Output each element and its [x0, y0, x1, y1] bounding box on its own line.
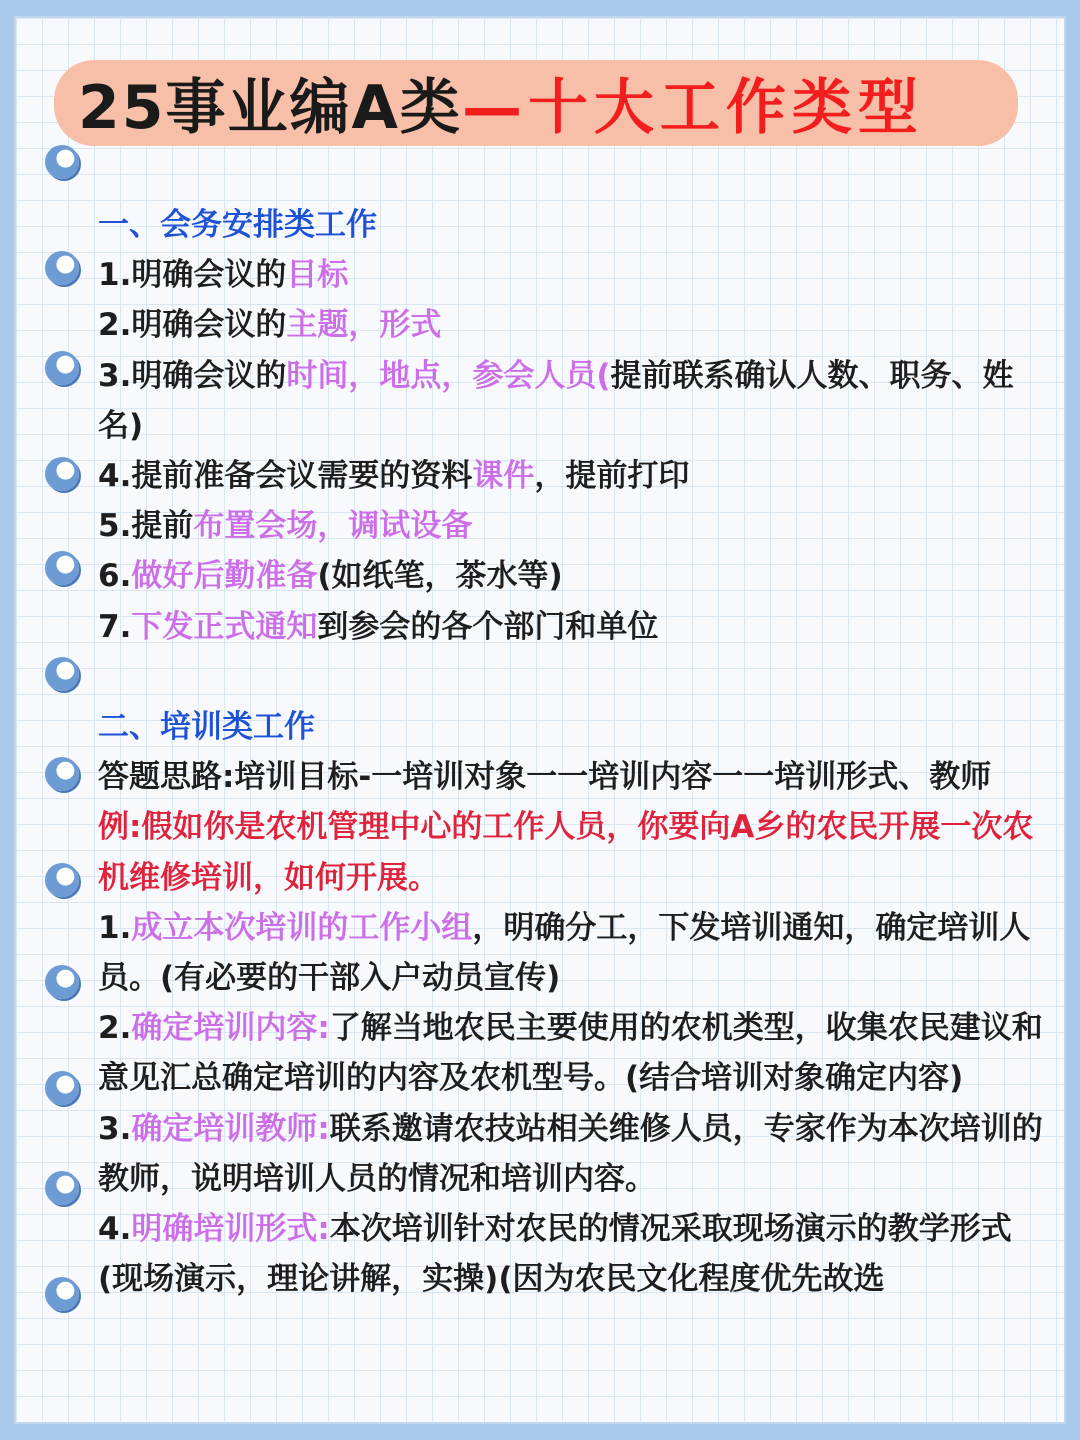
list-item	[98, 903, 1048, 1003]
note-page	[16, 18, 1064, 1422]
item-text: 3.明确会议的	[98, 357, 287, 394]
title-main: 25事业编A类	[78, 73, 462, 143]
item-text: ，明确分工，下发培训通知，确定培训人员。(有必要的干部入户动员宣传)	[98, 909, 1031, 997]
note-content	[98, 200, 1048, 1304]
list-item	[98, 1003, 1048, 1103]
item-text: 7.	[98, 608, 132, 645]
item-text: (如纸笔，茶水等)	[317, 558, 563, 595]
item-highlight: 确定培训教师:	[131, 1110, 330, 1147]
ring-binder-icon	[45, 551, 79, 585]
ring-binder-icon	[45, 351, 79, 385]
list-item	[98, 351, 1048, 451]
item-text: 2.明确会议的	[98, 307, 287, 344]
ring-binder-icon	[45, 1277, 79, 1311]
ring-binder-icon	[45, 965, 79, 999]
ring-binder-icon	[45, 657, 79, 691]
title-banner	[54, 60, 1018, 146]
item-text: 联系邀请农技站相关维修人员，专家作为本次培训的教师，说明培训人员的情况和培训内容。	[98, 1110, 1043, 1197]
item-highlight: 成立本次培训的工作小组	[131, 909, 473, 946]
item-text: 了解当地农民主要使用的农机类型，收集农民建议和意见汇总确定培训的内容及农机型号。(结合培训对象确定内容)	[98, 1010, 1043, 1097]
list-item	[98, 602, 1048, 652]
section-gap	[98, 652, 1048, 702]
list-item	[98, 551, 1048, 601]
example-text: 例:假如你是农机管理中心的工作人员，你要向A乡的农民开展一次农机维修培训，如何开展。	[98, 809, 1034, 896]
item-highlight: 布置会场，调试设备	[193, 508, 473, 545]
item-text: 提前联系确认人数、职务、姓名)	[98, 357, 1014, 444]
section1-heading: 一、会务安排类工作	[98, 207, 377, 243]
item-text: 1.明确会议的	[98, 257, 287, 294]
item-highlight: 目标	[286, 257, 349, 294]
item-text: 5.提前	[98, 508, 194, 545]
ring-binder-icon	[45, 1171, 79, 1205]
item-highlight: 确定培训内容:	[131, 1010, 330, 1047]
list-item	[98, 1104, 1048, 1204]
item-text: 1.	[98, 909, 132, 946]
item-text: ，提前打印	[534, 458, 690, 495]
item-text: 2.	[98, 1010, 132, 1047]
list-item	[98, 501, 1048, 551]
ring-binder-icon	[45, 1071, 79, 1105]
ring-binder-icon	[45, 863, 79, 897]
ring-binder-icon	[45, 145, 79, 179]
item-text: 4.提前准备会议需要的资料	[98, 458, 473, 495]
list-item	[98, 300, 1048, 350]
ring-binder-icon	[45, 757, 79, 791]
ring-binder-icon	[45, 457, 79, 491]
approach-text: 答题思路:培训目标-一培训对象一一培训内容一一培训形式、教师	[98, 759, 992, 796]
item-text: 4.	[98, 1211, 132, 1248]
section2-heading: 二、培训类工作	[98, 709, 315, 746]
item-text: 到参会的各个部门和单位	[317, 608, 659, 645]
item-highlight: 课件	[472, 458, 535, 495]
list-item	[98, 250, 1048, 300]
item-text: 本次培训针对农民的情况采取现场演示的教学形式(现场演示，理论讲解，实操)(因为农民文化程度优先故选	[98, 1211, 1012, 1298]
item-highlight: 做好后勤准备	[131, 558, 318, 595]
item-highlight: 时间，地点，参会人员(	[286, 357, 611, 394]
item-text: 6.	[98, 558, 132, 595]
item-highlight: 主题，形式	[286, 307, 442, 344]
list-item	[98, 451, 1048, 501]
list-item	[98, 1204, 1048, 1304]
item-highlight: 明确培训形式:	[131, 1211, 330, 1248]
title-accent: —十大工作类型	[461, 73, 924, 143]
ring-binder-icon	[45, 251, 79, 285]
item-text: 3.	[98, 1110, 132, 1147]
item-highlight: 下发正式通知	[131, 608, 318, 645]
